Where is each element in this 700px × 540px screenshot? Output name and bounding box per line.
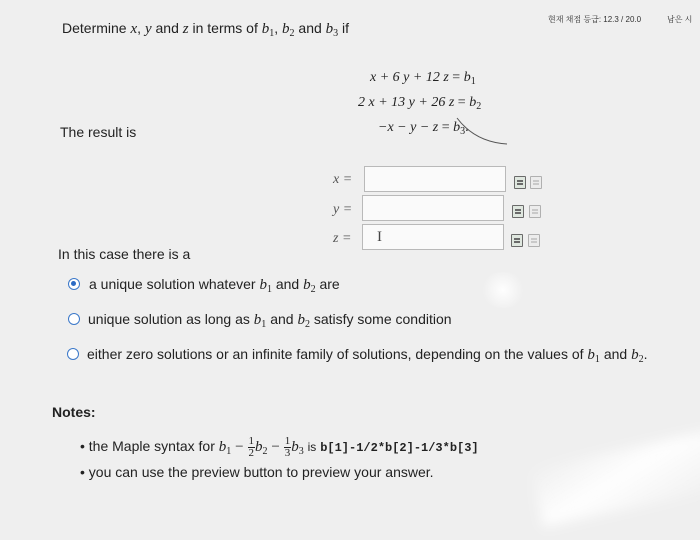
time-remaining: 남은 시 [667,15,693,24]
preview-icon[interactable] [511,234,523,247]
screen-glare [531,429,700,527]
z-answer-label: z = [333,231,352,246]
z-answer-input[interactable] [362,224,504,250]
y-answer-label: y = [333,202,353,217]
case-label: In this case there is a [58,246,191,262]
help-icon[interactable] [530,176,542,189]
y-answer-input[interactable] [362,195,504,221]
text-cursor-icon: I [377,229,382,245]
question-prompt: Determine x, y and z in terms of $b_1$, $b_2$ and $b_3$ if [62,20,350,39]
x-answer-label: x = [333,172,353,187]
notes-bullet-maple: • the Maple syntax for $b_1$ − $\frac{1}{2}$ $b_2$ − $\frac{1}{3}$ $b_3$ is b[1]-1/2*b[2]-1/3*b[3] [80,435,479,459]
pen-mark [455,110,515,150]
grade-status: 현재 채점 등급: 12.3 / 20.0 [548,15,642,24]
x-answer-input[interactable] [364,166,506,192]
option-conditional-radio[interactable] [68,313,80,325]
option-conditional-label[interactable]: unique solution as long as $b_1$ and $b_2$ satisfy some condition [88,311,452,330]
screen-glare-spot [480,272,526,308]
equation-3: $-x - y - z = b_3$. [378,120,469,137]
help-icon[interactable] [529,205,541,218]
notes-title: Notes: [52,404,96,420]
option-unique-label[interactable]: a unique solution whatever $b_1$ and $b_2$ are [89,276,340,295]
equation-2: 2 x + 13 y + 26 $z = b_2$ [358,95,482,112]
preview-icon[interactable] [514,176,526,189]
option-zero-or-infinite-label[interactable]: either zero solutions or an infinite family of solutions, depending on the values of $b_1$ and $b_2$. [87,346,648,365]
help-icon[interactable] [528,234,540,247]
option-zero-or-infinite-radio[interactable] [67,348,79,360]
result-label: The result is [60,124,137,140]
option-unique-radio[interactable] [68,278,80,290]
notes-bullet-preview: • you can use the preview button to preview your answer. [80,464,434,480]
preview-icon[interactable] [512,205,524,218]
equation-1: x + 6 y + 12 $z = b_1$ [370,70,476,87]
